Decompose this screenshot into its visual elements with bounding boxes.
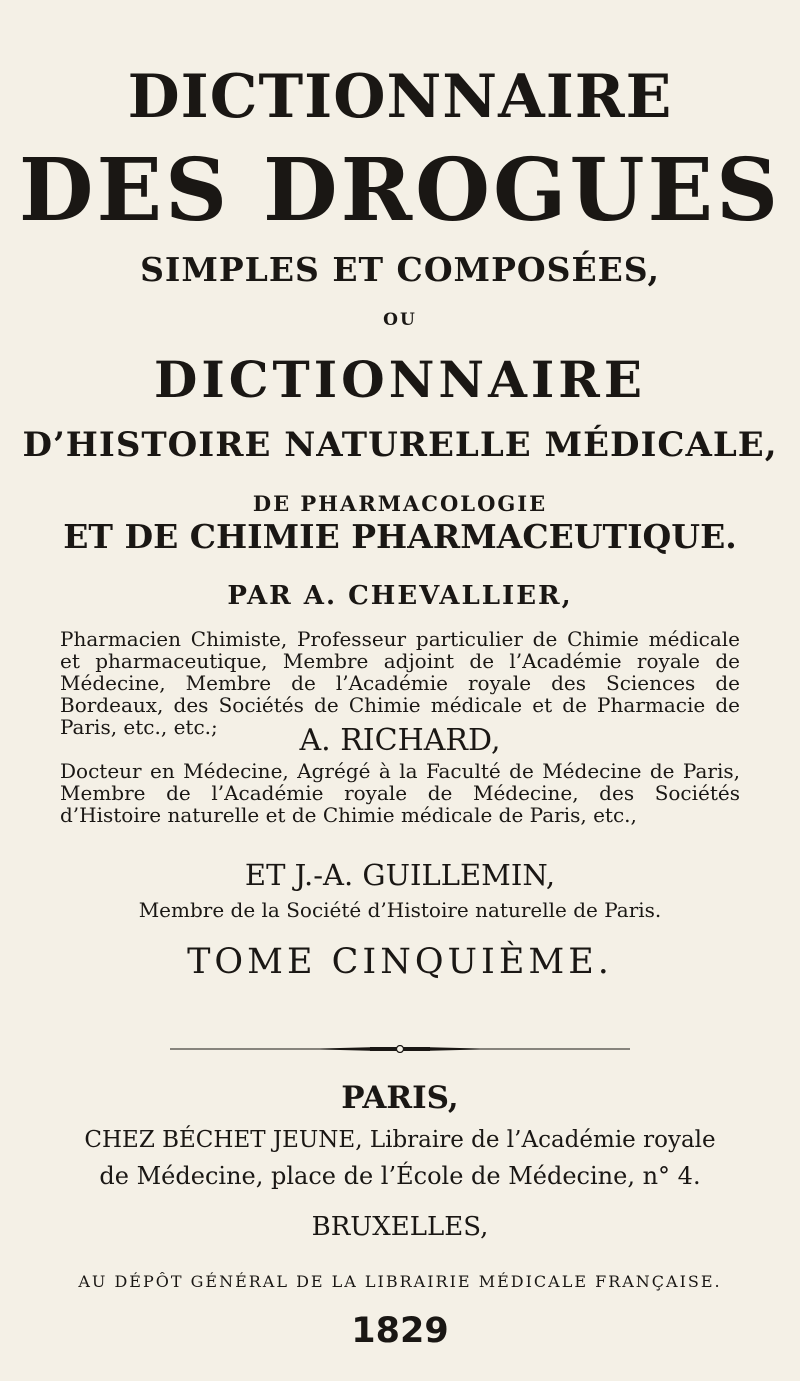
title-line-6: DE PHARMACOLOGIE [252,491,548,516]
title-or: OU [383,310,417,330]
author-1-description: Pharmacien Chimiste, Professeur particulier de Chimie médicale et pharmaceutique, Membre adjoint de l’Académie royale de Médecine, Membre de l’Académie royale des Sciences de Bordeaux, des Sociétés de Chimie médicale et de Pharmacie de Paris, etc., etc.; [60,627,740,739]
author-2-description: Docteur en Médecine, Agrégé à la Faculté de Médecine de Paris, Membre de l’Académie royale de Médecine, des Sociétés d’Histoire naturelle et de Chimie médicale de Paris, etc., [60,759,740,827]
volume-title: TOME CINQUIÈME. [187,942,613,982]
author-1-name: PAR A. CHEVALLIER, [227,581,573,611]
ornamental-rule [170,1045,630,1053]
publisher-line-1: CHEZ BÉCHET JEUNE, Libraire de l’Académie royale [84,1127,716,1153]
title-line-7: ET DE CHIMIE PHARMACEUTIQUE. [63,517,737,556]
author-2-name: A. RICHARD, [299,723,501,758]
publisher-line-2: de Médecine, place de l’École de Médecine, n° 4. [99,1162,701,1190]
imprint-city: PARIS, [341,1080,459,1116]
author-3-name: ET J.-A. GUILLEMIN, [244,858,556,892]
depot-line: AU DÉPÔT GÉNÉRAL DE LA LIBRAIRIE MÉDICALE FRANÇAISE. [78,1272,722,1291]
title-line-4: DICTIONNAIRE [154,350,646,409]
imprint-city-2: BRUXELLES, [311,1212,489,1242]
title-line-1: DICTIONNAIRE [127,62,673,132]
title-line-2: DES DROGUES [18,140,782,241]
title-line-3: SIMPLES ET COMPOSÉES, [140,250,660,289]
publication-year: 1829 [351,1311,449,1351]
author-3-description: Membre de la Société d’Histoire naturelle de Paris. [138,898,662,922]
title-line-5: D’HISTOIRE NATURELLE MÉDICALE, [22,425,778,465]
